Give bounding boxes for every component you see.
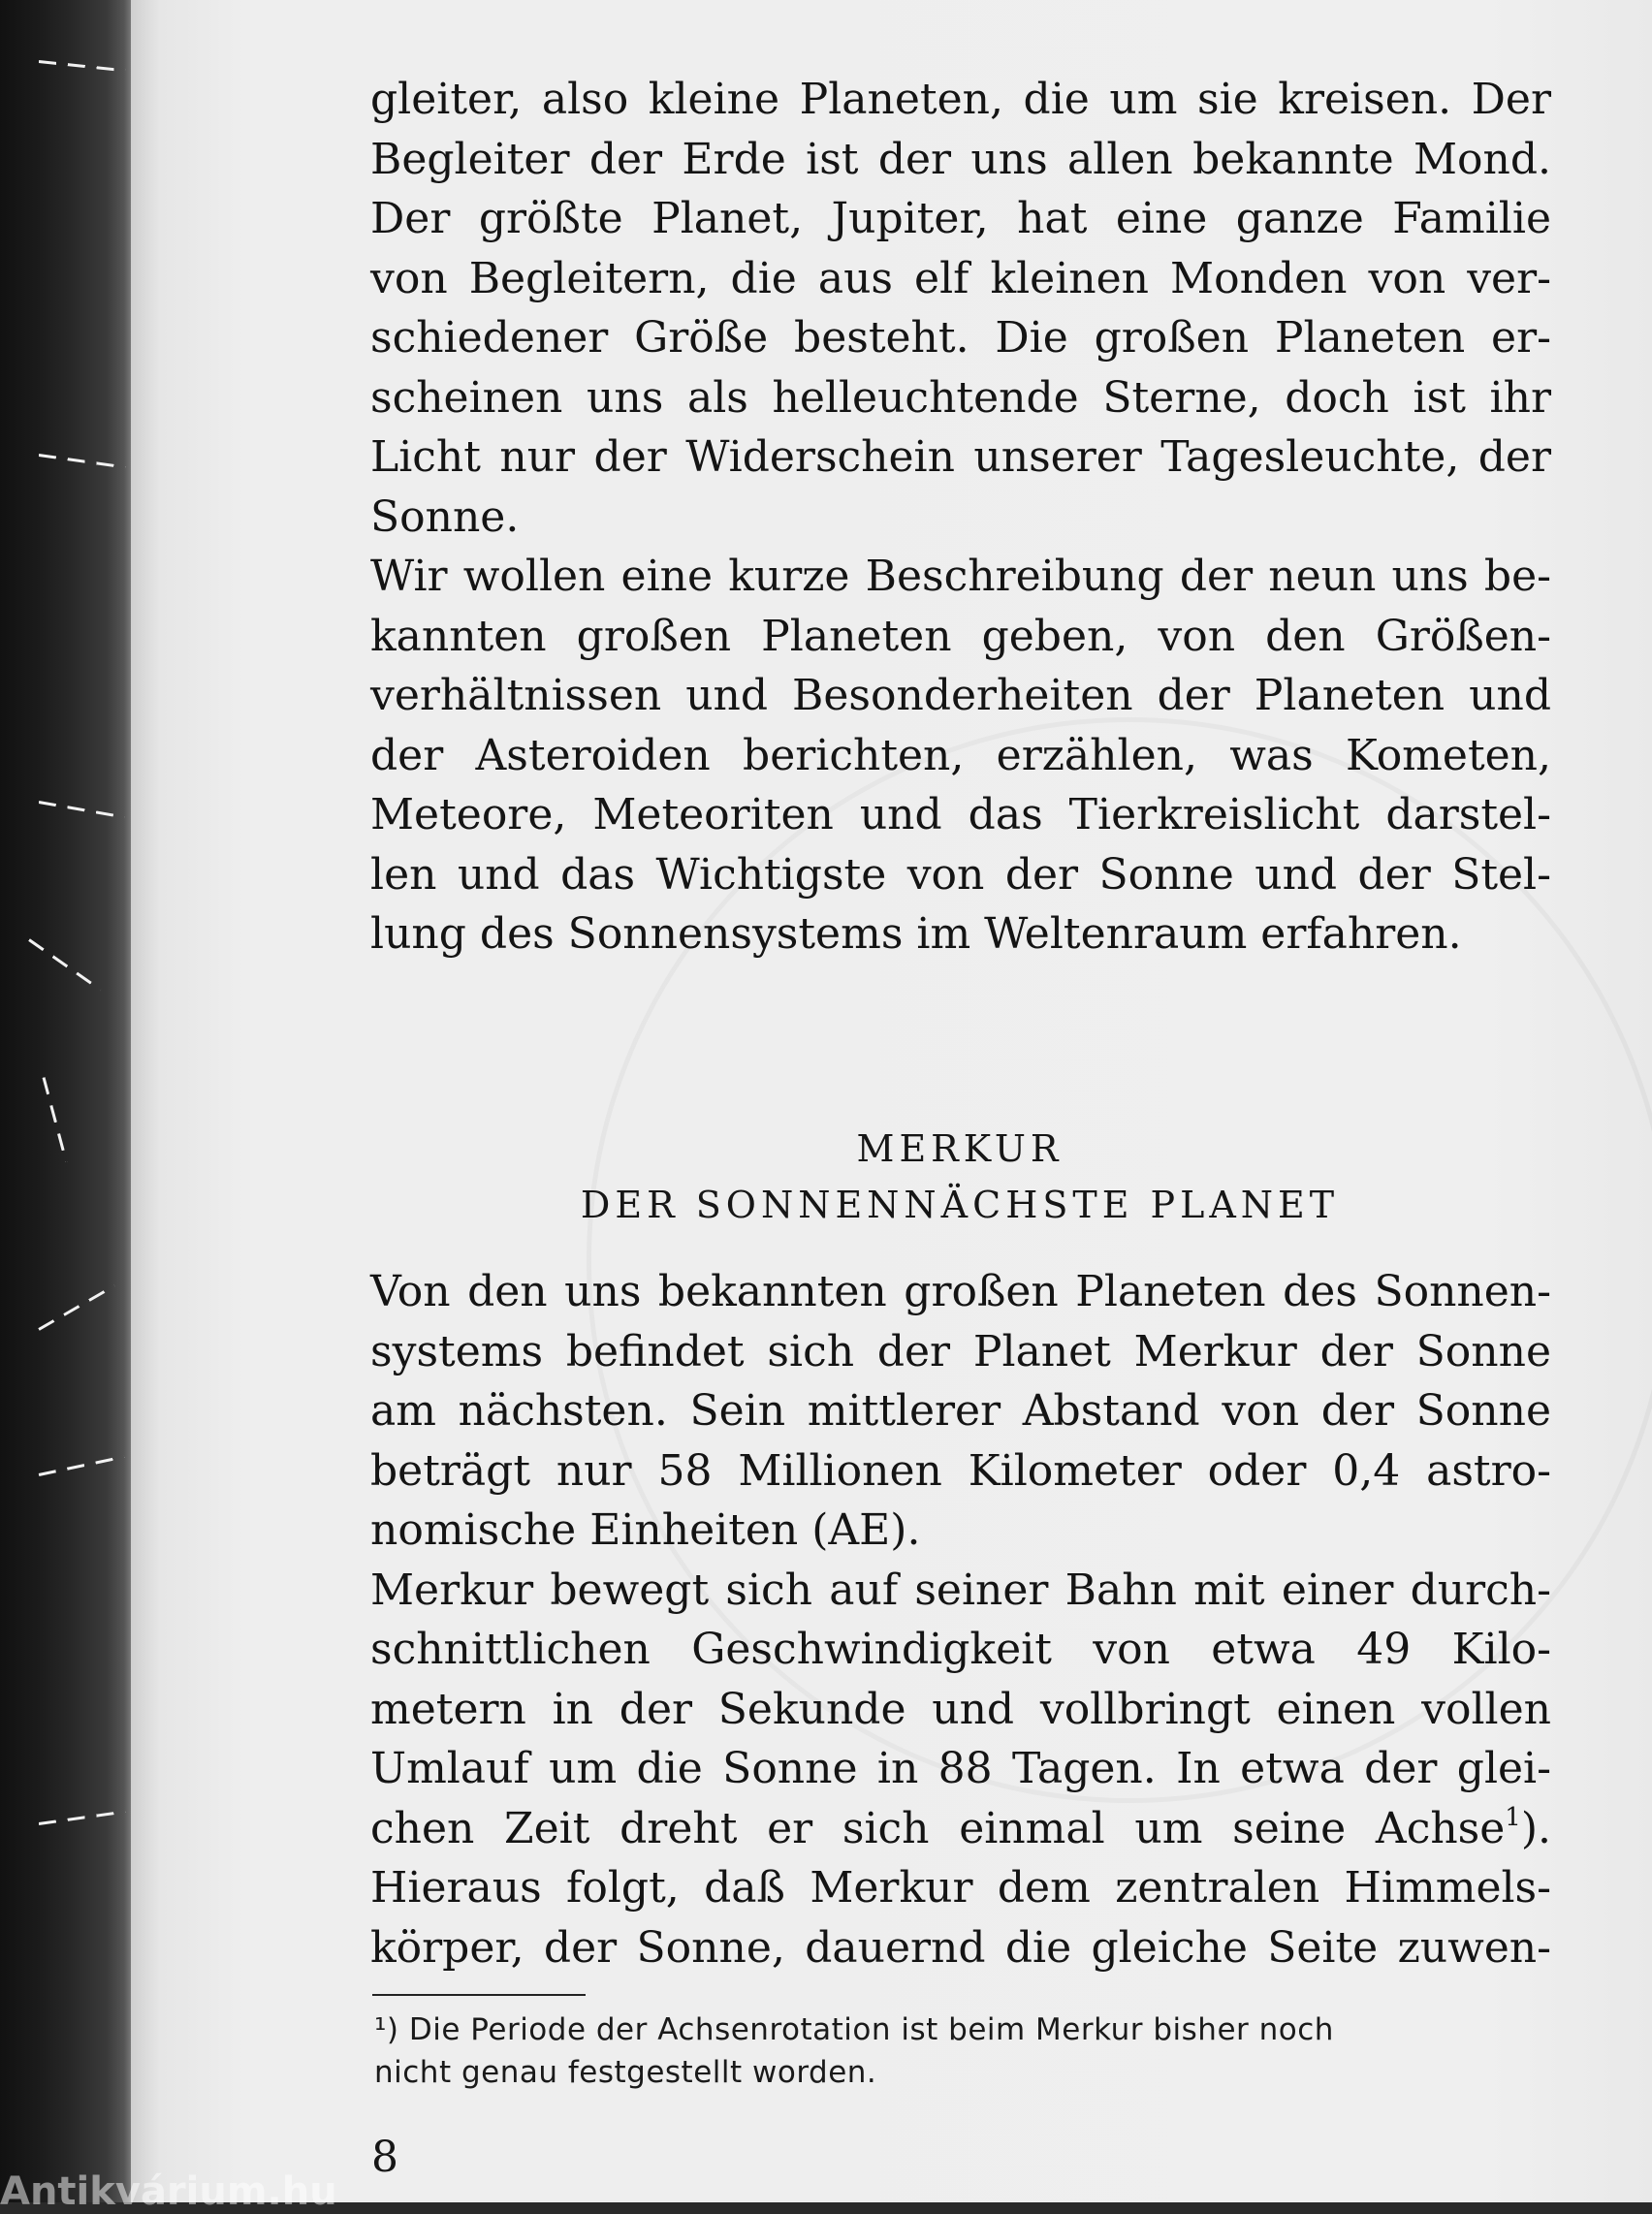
text-line: Hieraus folgt, daß Merkur dem zentralen Himmels- bbox=[370, 1863, 1551, 1913]
footnote-line: nicht genau festgestellt worden. bbox=[374, 2055, 877, 2090]
text-line: am nächsten. Sein mittlerer Abstand von der Sonne bbox=[370, 1386, 1551, 1436]
page-number: 8 bbox=[371, 2133, 398, 2182]
text-line: von Begleitern, die aus elf kleinen Monden von ver- bbox=[370, 253, 1551, 303]
section-title: MERKUR bbox=[856, 1127, 1064, 1170]
text-line: Meteore, Meteoriten und das Tierkreislicht darstel- bbox=[370, 790, 1551, 839]
text-line: Licht nur der Widerschein unserer Tagesleuchte, der bbox=[370, 432, 1551, 482]
text-line: scheinen uns als helleuchtende Sterne, doch ist ihr bbox=[370, 372, 1551, 423]
text-line: gleiter, also kleine Planeten, die um sie kreisen. Der bbox=[370, 75, 1551, 124]
text-line: beträgt nur 58 Millionen Kilometer oder 0,4 astro- bbox=[370, 1445, 1551, 1496]
binding-thread bbox=[39, 1455, 125, 1476]
binding-thread bbox=[39, 801, 125, 819]
intro-paragraphs bbox=[370, 70, 1551, 965]
binding-thread bbox=[38, 1284, 114, 1331]
text-line: körper, der Sonne, dauernd die gleiche Seite zuwen- bbox=[370, 1922, 1551, 1973]
text-line: len und das Wichtigste von der Sonne und der Stel- bbox=[370, 849, 1551, 900]
text-line: Umlauf um die Sonne in 88 Tagen. In etwa der glei- bbox=[370, 1744, 1551, 1793]
footnote-line: ¹) Die Periode der Achsenrotation ist beim Merkur bisher noch bbox=[374, 2012, 1334, 2047]
binding-thread bbox=[39, 1810, 126, 1824]
footnote-divider bbox=[372, 1994, 586, 1996]
text-line: Sonne. bbox=[370, 491, 520, 542]
text-line: Der größte Planet, Jupiter, hat eine ganze Familie bbox=[370, 194, 1551, 243]
binding-thread bbox=[28, 938, 101, 991]
text-line: nomische Einheiten (AE). bbox=[370, 1505, 921, 1555]
binding-thread bbox=[43, 1077, 68, 1162]
text-line: lung des Sonnensystems im Weltenraum erfahren. bbox=[370, 909, 1462, 959]
watermark: Antikvárium.hu bbox=[0, 2169, 337, 2214]
text-line: Wir wollen eine kurze Beschreibung der neun uns be- bbox=[370, 552, 1551, 601]
merkur-paragraphs bbox=[370, 1262, 1551, 1977]
text-line: Begleiter der Erde ist der uns allen bekannte Mond. bbox=[370, 134, 1551, 184]
text-line: kannten großen Planeten geben, von den Größen- bbox=[370, 611, 1551, 661]
text-fragment: chen Zeit dreht er sich einmal um seine Achse bbox=[370, 1803, 1506, 1853]
text-line: systems befindet sich der Planet Merkur der Sonne bbox=[370, 1326, 1551, 1376]
text-line: metern in der Sekunde und vollbringt einen vollen bbox=[370, 1684, 1551, 1734]
book-binding bbox=[0, 0, 131, 2202]
text-fragment: ). bbox=[1520, 1803, 1551, 1853]
section-subtitle: DER SONNENNÄCHSTE PLANET bbox=[580, 1184, 1340, 1226]
text-line: verhältnissen und Besonderheiten der Planeten und bbox=[370, 671, 1551, 720]
text-line: schnittlichen Geschwindigkeit von etwa 49 Kilo- bbox=[370, 1625, 1551, 1674]
footnote bbox=[374, 2008, 1538, 2094]
binding-thread bbox=[39, 454, 126, 468]
text-line: der Asteroiden berichten, erzählen, was Kometen, bbox=[370, 730, 1551, 780]
text-line: schiedener Größe besteht. Die großen Planeten er- bbox=[370, 313, 1551, 363]
footnote-marker: 1 bbox=[1505, 1802, 1521, 1832]
binding-thread bbox=[39, 60, 126, 72]
text-line: Von den uns bekannten großen Planeten des Sonnen- bbox=[370, 1267, 1551, 1316]
text-line: Merkur bewegt sich auf seiner Bahn mit einer durch- bbox=[370, 1565, 1551, 1615]
text-line-with-footnote bbox=[370, 1799, 1551, 1859]
